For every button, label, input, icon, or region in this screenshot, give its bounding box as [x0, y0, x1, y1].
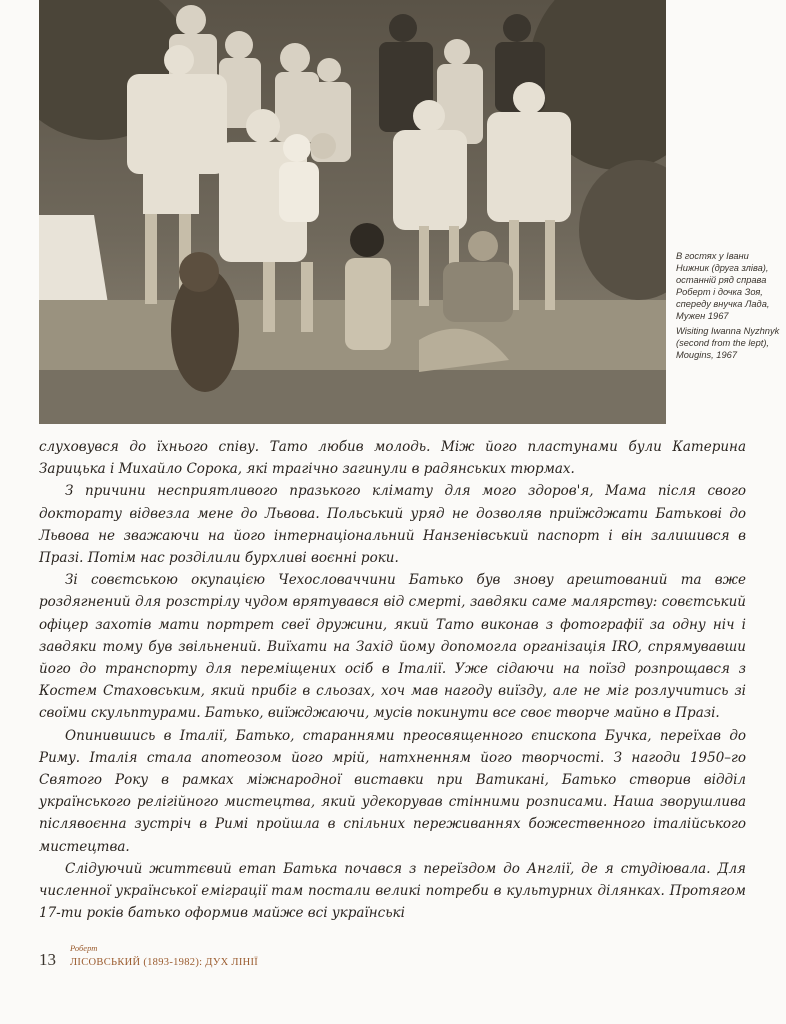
article-body — [39, 436, 746, 924]
paragraph-1: слуховувся до їхнього співу. Тато любив молодь. Між його пластунами були Катерина Зарицька і Михайло Сорока, які трагічно загинули в радянських тюрмах. — [39, 439, 746, 478]
group-photo-image — [39, 0, 666, 424]
book-title — [70, 943, 259, 970]
page-number: 13 — [39, 950, 56, 969]
paragraph-4: Опинившись в Італії, Батько, стараннями преосвященного єпископа Бучка, переїхав до Риму. Італія стала апотеозом його мрій, натхненням його творчості. З нагоди 1950–го Святого Року в рамках міжнародної виставки при Ватикані, Батько створив відділ українського релігійного мистецтва, який удекорував стінними розписами. Наша зворушлива післявоєнна зустріч в Римі пройшла в спільних переживаннях божественного італійського мистецтва. — [39, 727, 746, 855]
photo-caption — [676, 250, 780, 361]
book-title-author-first: Роберт — [70, 943, 98, 953]
paragraph-5: Слідуючий життєвий етап Батька почався з переїздом до Англії, де я студіювала. Для численної української еміграції там постали великі потреби в культурних ділянках. Протягом 17-ти років батько оформив майже всі українські — [39, 860, 746, 922]
caption-ukrainian: В гостях у Івани Нижник (друга зліва), останній ряд справа Роберт і дочка Зоя, спереду внучка Лада, Мужен 1967 — [676, 251, 770, 322]
page-footer — [39, 944, 439, 970]
paragraph-3: Зі совєтською окупацією Чехословаччини Батько був знову арештований та вже роздягнений для розстрілу чудом врятувався від смерті, завдяки саме малярству: совєтський офіцер захотів мати портрет свеї дружини, який Тато виконав з фотографії за одну ніч і завдяки тому був звільнений. Виїхати на Захід йому допомогла організація IRO, спрямувавши його до транспорту для переміщених осіб в Італії. Уже сідаючи на поїзд розпрощався з Костем Стаховським, який прибіг в сльозах, хоч мав нагоду виїзду, але не міг розлучитись зі своїми скульптурами. Батько, виїжджаючи, мусів покинути все своє творче майно в Празі. — [39, 572, 746, 722]
group-photo — [39, 0, 666, 424]
caption-english: Wisiting Iwanna Nyzhnyk (second from the lept), Mougins, 1967 — [676, 325, 780, 360]
book-title-main: ЛІСОВСЬКИЙ (1893-1982): ДУХ ЛІНІЇ — [70, 957, 259, 968]
paragraph-2: З причини несприятливого празького клімату для мого здоров'я, Мама після свого докторату відвезла мене до Львова. Польський уряд не дозволяв приїжджати Батькові до Львова не зважаючи на його інтернаціональний Нанзенівський паспорт і він залишився в Празі. Потім нас розділили бурхливі воєнні роки. — [39, 483, 746, 567]
